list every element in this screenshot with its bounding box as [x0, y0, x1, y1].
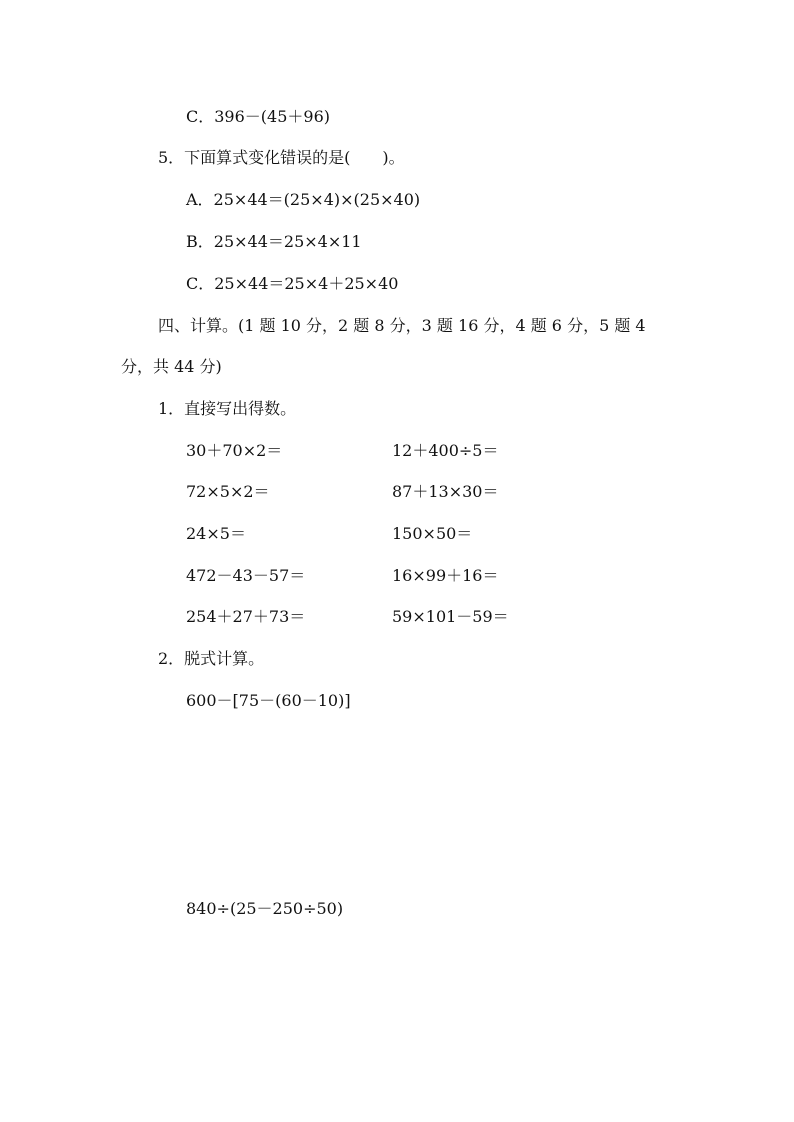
mental-math-item: 12＋400÷5＝	[392, 441, 499, 460]
q5-stem: 5．下面算式变化错误的是( )。	[158, 148, 405, 167]
step-calc-problem-2: 840÷(25－250÷50)	[186, 899, 344, 918]
mental-math-item: 254＋27＋73＝	[186, 607, 306, 626]
mental-math-item: 16×99＋16＝	[392, 566, 499, 585]
section4-heading-line2: 分，共 44 分)	[121, 357, 222, 376]
part1-title: 1．直接写出得数。	[158, 399, 297, 418]
mental-math-item: 59×101－59＝	[392, 607, 509, 626]
mental-math-item: 24×5＝	[186, 524, 246, 543]
part2-title: 2．脱式计算。	[158, 649, 265, 668]
mental-math-item: 472－43－57＝	[186, 566, 306, 585]
q5-option-c: C．25×44＝25×4＋25×40	[186, 274, 399, 293]
step-calc-problem-1: 600－[75－(60－10)]	[186, 691, 351, 710]
q4-option-c: C．396－(45＋96)	[186, 107, 330, 126]
mental-math-item: 87＋13×30＝	[392, 482, 499, 501]
q5-option-a: A．25×44＝(25×4)×(25×40)	[186, 190, 421, 209]
mental-math-item: 72×5×2＝	[186, 482, 270, 501]
q5-option-b: B．25×44＝25×4×11	[186, 232, 362, 251]
section4-heading-line1: 四、计算。(1 题 10 分，2 题 8 分，3 题 16 分，4 题 6 分，5 题 4	[158, 316, 646, 335]
mental-math-item: 150×50＝	[392, 524, 473, 543]
mental-math-item: 30＋70×2＝	[186, 441, 283, 460]
